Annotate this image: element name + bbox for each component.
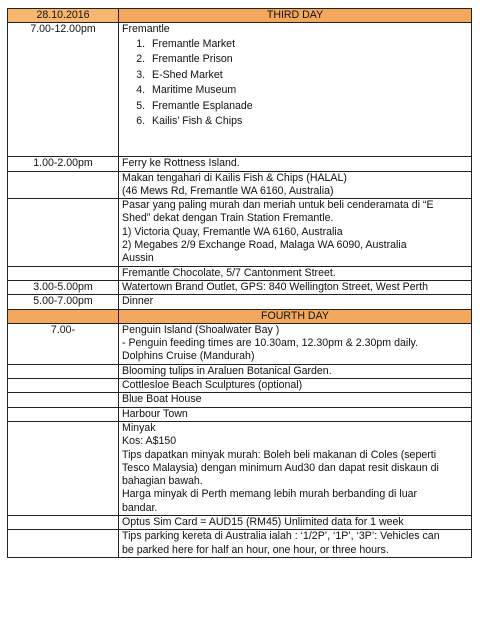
blueboat-row <box>8 393 472 407</box>
chocolate-time <box>8 266 119 280</box>
outlet-cell <box>119 280 472 294</box>
market-row <box>8 199 472 266</box>
dinner-text: Dinner <box>119 295 472 309</box>
sim-text: Optus Sim Card = AUD15 (RM45) Unlimited data for 1 week <box>119 516 472 530</box>
fuel-time <box>8 421 119 515</box>
fuel-cell <box>119 421 472 515</box>
ferry-text: Ferry ke Rottness Island. <box>119 157 472 171</box>
outlet-time: 3.00-5.00pm <box>8 280 119 294</box>
list-item: 4. Maritime Museum <box>148 83 468 99</box>
market-address-2: 2) Megabes 2/9 Exchange Road, Malaga WA 6090, Australia <box>122 239 407 252</box>
market-line-1: Pasar yang paling murah dan meriah untuk beli cenderamata di “E <box>122 199 434 212</box>
list-item: 1. Fremantle Market <box>148 37 468 53</box>
fremantle-cell <box>119 23 472 157</box>
parking-row <box>8 530 472 558</box>
penguin-line-1: Penguin Island (Shoalwater Bay ) <box>122 323 280 336</box>
tulips-text: Blooming tulips in Araluen Botanical Garden. <box>119 364 472 378</box>
penguin-cell <box>119 323 472 364</box>
third-day-title: THIRD DAY <box>119 9 472 23</box>
fuel-title: Minyak <box>122 421 156 434</box>
lunch-time <box>8 171 119 199</box>
outlet-gps: GPS: 840 Wellington Street, West Perth <box>240 280 428 293</box>
fourth-day-title: FOURTH DAY <box>119 309 472 323</box>
fuel-tip-2: Tesco Malaysia) dengan minimum Aud30 dan dapat resit diskaun di <box>122 461 439 474</box>
list-item: 6. Kailis’ Fish & Chips <box>148 114 468 130</box>
market-time <box>8 199 119 266</box>
third-day-header-row <box>8 9 472 23</box>
tulips-time <box>8 364 119 378</box>
chocolate-row <box>8 266 472 280</box>
cottesloe-row <box>8 379 472 393</box>
parking-line-2: be parked here for half an hour, one hour, or three hours. <box>122 543 389 556</box>
lunch-line-1: Makan tengahari di Kailis Fish & Chips (HALAL) <box>122 171 347 184</box>
fremantle-row <box>8 23 472 157</box>
market-cell <box>119 199 472 266</box>
ferry-time: 1.00-2.00pm <box>8 157 119 171</box>
sim-row <box>8 516 472 530</box>
penguin-line-3: Dolphins Cruise (Mandurah) <box>122 350 255 363</box>
fuel-tip-1: Tips dapatkan minyak murah: Boleh beli makanan di Coles (seperti <box>122 448 437 461</box>
parking-time <box>8 530 119 558</box>
fremantle-heading: Fremantle <box>122 23 170 36</box>
harbour-time <box>8 407 119 421</box>
third-day-date: 28.10.2016 <box>8 9 119 23</box>
harbour-row <box>8 407 472 421</box>
cottesloe-time <box>8 379 119 393</box>
fuel-tip-5: bandar. <box>122 501 158 514</box>
fuel-tip-4: Harga minyak di Perth memang lebih murah berbanding di luar <box>122 488 418 501</box>
list-item: 5. Fremantle Esplanade <box>148 99 468 115</box>
market-line-2: Shed” dekat dengan Train Station Fremantle. <box>122 212 334 225</box>
lunch-address: (46 Mews Rd, Fremantle WA 6160, Australia) <box>122 184 334 197</box>
dinner-row <box>8 295 472 309</box>
sim-time <box>8 516 119 530</box>
fremantle-places-list <box>122 37 468 130</box>
cottesloe-text: Cottlesloe Beach Sculptures (optional) <box>119 379 472 393</box>
fuel-row <box>8 421 472 515</box>
fourth-day-date <box>8 309 119 323</box>
fuel-cost: Kos: A$150 <box>122 435 177 448</box>
tulips-row <box>8 364 472 378</box>
outlet-row <box>8 280 472 294</box>
lunch-cell <box>119 171 472 199</box>
itinerary-table <box>7 8 472 558</box>
fuel-tip-3: bahagian bawah. <box>122 475 203 488</box>
harbour-text: Harbour Town <box>119 407 472 421</box>
penguin-time: 7.00- <box>8 323 119 364</box>
blueboat-time <box>8 393 119 407</box>
ferry-row <box>8 157 472 171</box>
fremantle-time: 7.00-12.00pm <box>8 23 119 157</box>
list-item: 3. E-Shed Market <box>148 68 468 84</box>
blueboat-text: Blue Boat House <box>119 393 472 407</box>
fourth-day-header-row <box>8 309 472 323</box>
outlet-name: Watertown Brand Outlet, <box>122 280 241 293</box>
dinner-time: 5.00-7.00pm <box>8 295 119 309</box>
lunch-row <box>8 171 472 199</box>
penguin-row <box>8 323 472 364</box>
chocolate-text: Fremantle Chocolate, 5/7 Cantonment Street. <box>119 266 472 280</box>
parking-line-1: Tips parking kereta di Australia ialah : ‘1/2P’, ‘1P’, ‘3P’: Vehicles can <box>122 530 440 543</box>
parking-cell <box>119 530 472 558</box>
market-line-5: Aussin <box>122 252 154 265</box>
market-address-1: 1) Victoria Quay, Fremantle WA 6160, Australia <box>122 225 343 238</box>
penguin-line-2: - Penguin feeding times are 10.30am, 12.30pm & 2.30pm daily. <box>122 337 419 350</box>
list-item: 2. Fremantle Prison <box>148 52 468 68</box>
